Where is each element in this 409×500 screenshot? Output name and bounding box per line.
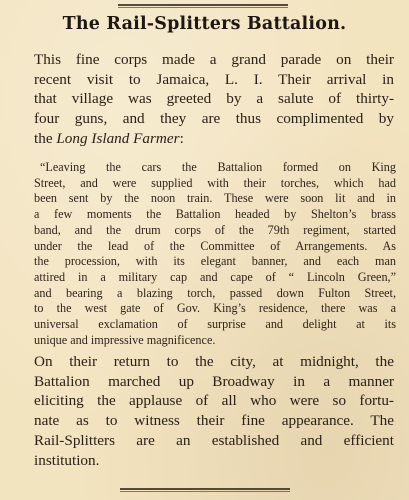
paragraph-1-lead-in: the — [34, 129, 57, 147]
quote-line: “Leaving the cars the Battalion formed on King — [40, 160, 396, 174]
paragraph-1-colon: : — [179, 129, 184, 147]
headline: The Rail-Splitters Battalion. — [62, 14, 347, 34]
quote-line: the procession, with its elegant banner, and each man — [34, 254, 396, 269]
quote-line: and bearing a blazing torch, passed down Fulton Street, — [34, 285, 396, 300]
quote-line: universal exclamation of surprise and delight at its — [34, 317, 396, 332]
quote-line: attired in a military cap and cape of “ Lincoln Green,” — [34, 269, 396, 284]
newspaper-name: Long Island Farmer — [56, 129, 180, 147]
paragraph-3-line-last: institution. — [34, 451, 100, 469]
quote-line-last: unique and impressive magnificence. — [34, 332, 216, 347]
paragraph-1-line: This fine corps made a grand parade on their — [34, 51, 394, 68]
bottom-rule-thin — [120, 491, 290, 492]
quote-line: under the lead of the Committee of Arrangements. As — [34, 238, 396, 253]
paragraph-3-line: On their return to the city, at midnight, the — [34, 353, 394, 370]
quote-line: Street, and were supplied with their torches, which had — [34, 175, 396, 190]
quoted-passage — [34, 160, 396, 348]
top-rule-thin — [118, 7, 288, 8]
quote-line: band, and the drum corps of the 79th regiment, started — [34, 222, 396, 237]
paragraph-3-line: eliciting the applause of all who were so fortu- — [34, 392, 394, 410]
top-rule — [118, 4, 288, 6]
paragraph-1-line: that village was greeted by a salute of thirty- — [34, 90, 394, 108]
paragraph-1-line: recent visit to Jamaica, L. I. Their arrival in — [34, 70, 394, 88]
quote-line: been sent by the noon train. These were soon lit and in — [34, 191, 396, 206]
paragraph-1-line-last — [34, 129, 394, 149]
paragraph-3-line: nate as to witness their fine appearance. The — [34, 412, 394, 430]
paragraph-3-line: Rail-Splitters are an established and efficient — [34, 431, 394, 449]
quote-line: a few moments the Battalion headed by Shelton’s brass — [34, 207, 396, 222]
paragraph-3-line: Battalion marched up Broadway in a manner — [34, 372, 394, 390]
paragraph-1-line: four guns, and they are thus complimented by — [34, 110, 394, 128]
paragraph-1 — [34, 50, 394, 149]
quote-line: to the west gate of Gov. King’s residence, there was a — [34, 301, 396, 316]
bottom-rule — [120, 488, 290, 490]
paragraph-3 — [34, 352, 394, 470]
